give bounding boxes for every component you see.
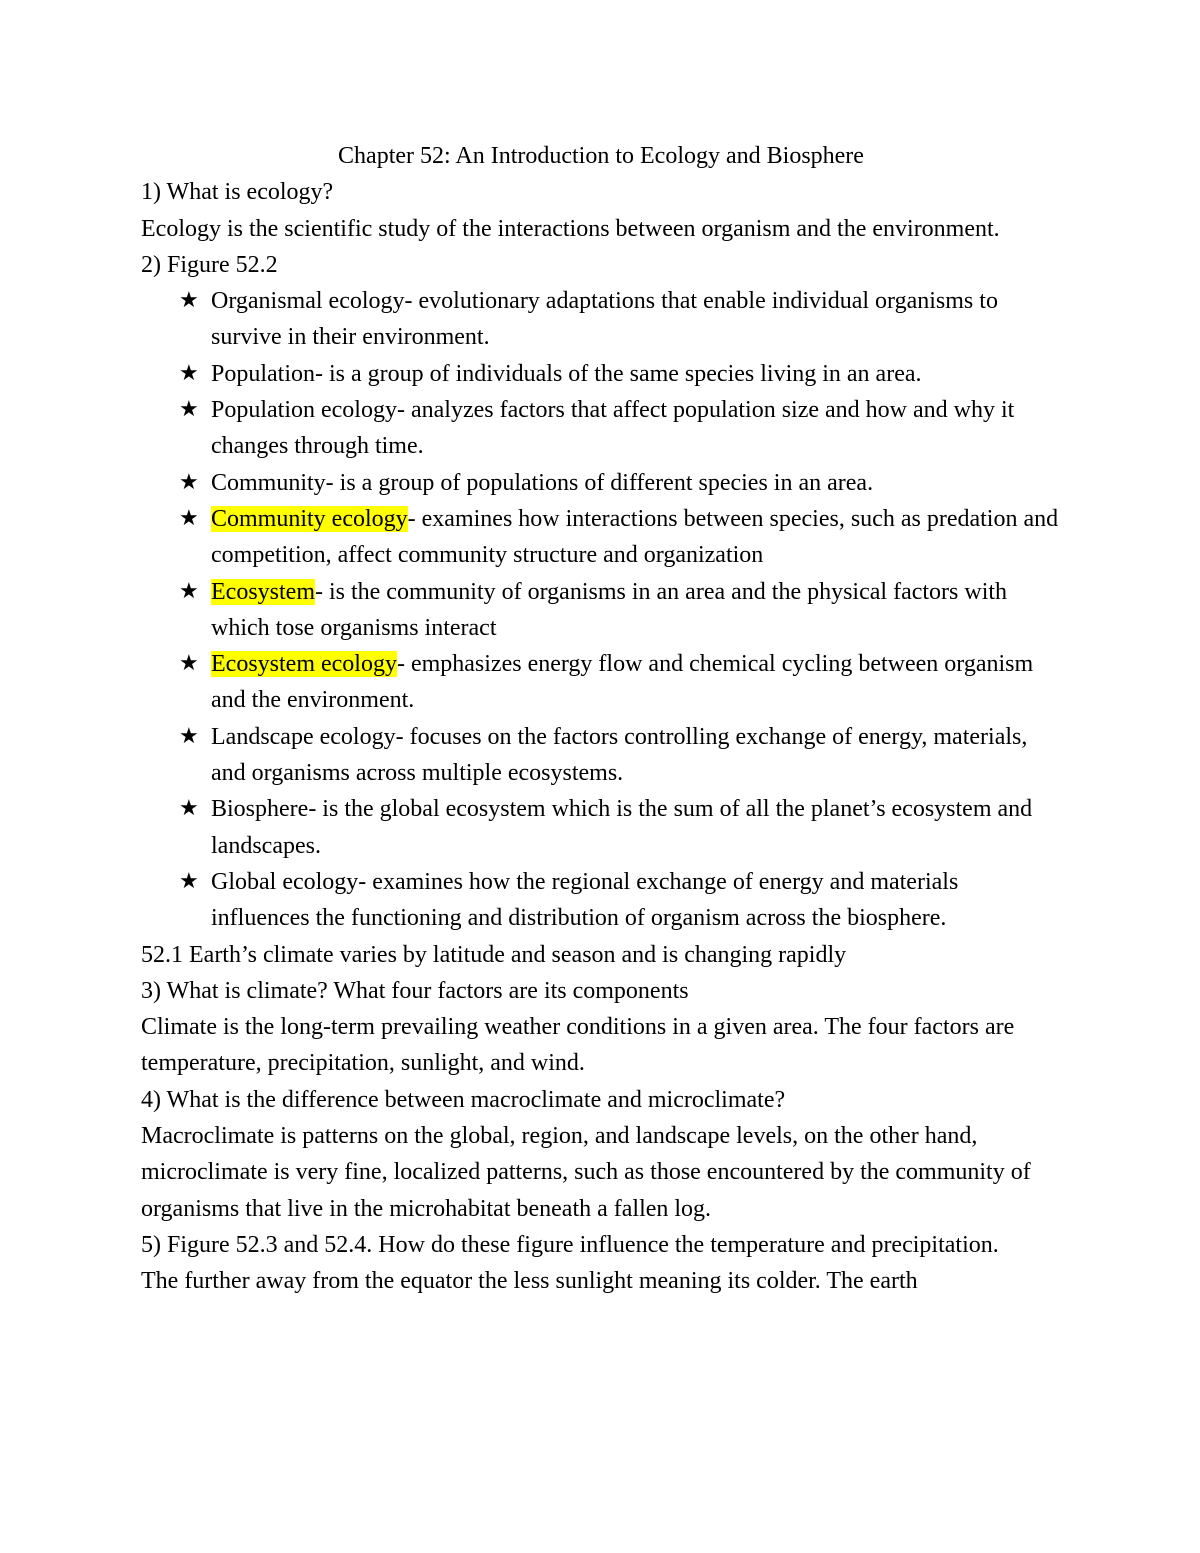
star-bullet-icon: ★: [179, 651, 199, 677]
page-title: Chapter 52: An Introduction to Ecology and Biosphere: [338, 143, 864, 169]
star-bullet-icon: ★: [179, 360, 199, 386]
list-item-text: Biosphere- is the global ecosystem which is the sum of all the planet’s ecosystem and landscapes.: [211, 796, 1033, 859]
list-item: [179, 646, 1061, 719]
answer-5: The further away from the equator the less sunlight meaning its colder. The earth: [141, 1268, 918, 1295]
star-bullet-icon: ★: [179, 288, 199, 314]
star-bullet-icon: ★: [179, 723, 199, 749]
list-item-text: - emphasizes energy flow and chemical cycling between organism and the environment.: [211, 651, 1034, 714]
list-item-text: Organismal ecology- evolutionary adaptations that enable individual organisms to survive in their environment.: [211, 288, 998, 351]
answer-1: Ecology is the scientific study of the interactions between organism and the environment.: [141, 215, 1000, 242]
list-item-text: Population- is a group of individuals of the same species living in an area.: [211, 360, 922, 387]
list-item: [179, 283, 1061, 356]
list-item-text: Global ecology- examines how the regional exchange of energy and materials influences the functioning and distribution of organism across the biosphere.: [211, 868, 959, 932]
list-item-text: Population ecology- analyzes factors that affect population size and how and why it changes through time.: [211, 397, 1015, 460]
question-2-heading: 2) Figure 52.2: [141, 251, 278, 278]
star-bullet-icon: ★: [179, 578, 199, 604]
highlighted-term: Ecosystem ecology: [211, 651, 397, 678]
star-bullet-icon: ★: [179, 505, 199, 531]
star-bullet-icon: ★: [179, 796, 199, 822]
figure-52-2-list: [141, 283, 1061, 936]
list-item: [179, 392, 1061, 465]
highlighted-term: Community ecology: [211, 505, 408, 532]
section-heading-52-1: 52.1 Earth’s climate varies by latitude and season and is changing rapidly: [141, 941, 847, 968]
answer-4: Macroclimate is patterns on the global, region, and landscape levels, on the other hand, microclimate is very fine, localized patterns, such as those encountered by the community of organisms that live in the microhabitat beneath a fallen log.: [141, 1123, 1031, 1222]
question-3: 3) What is climate? What four factors are its components: [141, 977, 689, 1004]
answer-3: Climate is the long-term prevailing weather conditions in a given area. The four factors are temperature, precipitation, sunlight, and wind.: [141, 1014, 1015, 1077]
list-item-text: - is the community of organisms in an area and the physical factors with which tose organisms interact: [211, 578, 1008, 641]
star-bullet-icon: ★: [179, 397, 199, 423]
question-4: 4) What is the difference between macroclimate and microclimate?: [141, 1086, 786, 1113]
list-item: [179, 501, 1061, 574]
document-page: [141, 138, 1061, 1300]
list-item: [179, 864, 1061, 937]
list-item-text: - examines how interactions between species, such as predation and competition, affect community structure and organization: [211, 505, 1059, 569]
highlighted-term: Ecosystem: [211, 578, 315, 605]
question-1: 1) What is ecology?: [141, 179, 334, 206]
list-item: [179, 719, 1061, 792]
question-5: 5) Figure 52.3 and 52.4. How do these figure influence the temperature and precipitation.: [141, 1231, 999, 1258]
star-bullet-icon: ★: [179, 868, 199, 894]
list-item-text: Landscape ecology- focuses on the factors controlling exchange of energy, materials, and organisms across multiple ecosystems.: [211, 723, 1028, 787]
list-item: [179, 356, 1061, 392]
list-item: [179, 574, 1061, 647]
list-item: [179, 791, 1061, 864]
star-bullet-icon: ★: [179, 469, 199, 495]
list-item-text: Community- is a group of populations of different species in an area.: [211, 469, 874, 496]
list-item: [179, 465, 1061, 501]
